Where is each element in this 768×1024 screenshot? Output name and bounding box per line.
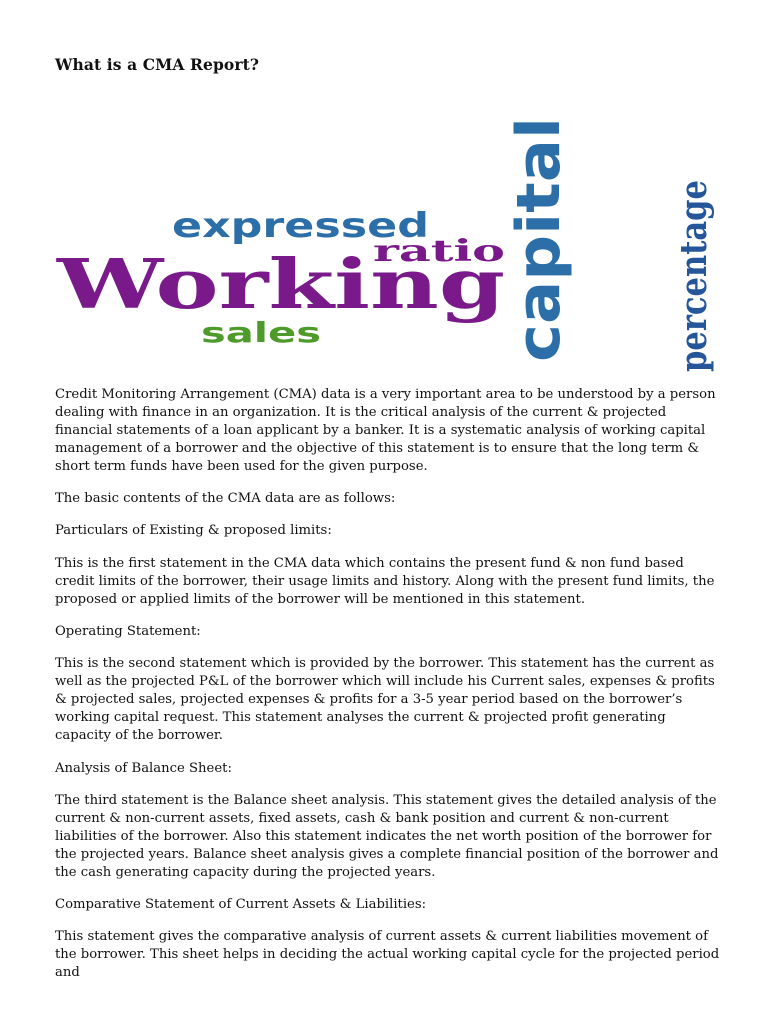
existing-limits-paragraph: This is the first statement in the CMA data which contains the present fund & non fund based credit limits of the borrower, their usage limits and history. Along with the present fund limits, the proposed or applied limits of the borrower will be mentioned in this statement. bbox=[55, 555, 715, 607]
word-sales: sales bbox=[201, 316, 321, 349]
article-body bbox=[55, 386, 725, 997]
section-heading-operating-statement: Operating Statement: bbox=[55, 624, 201, 640]
word-ratio: ratio bbox=[373, 234, 505, 269]
intro-paragraph: Credit Monitoring Arrangement (CMA) data is a very important area to be understood by a person dealing with finance in an organization. It is the critical analysis of the current & projected financial statements of a loan applicant by a banker. It is a systematic analysis of working capital management of a borrower and the objective of this statement is to ensure that the long term & short term funds have been used for the given purpose. bbox=[55, 387, 716, 474]
word-capital: capital bbox=[504, 132, 574, 362]
section-heading-comparative-statement: Comparative Statement of Current Assets & Liabilities: bbox=[55, 896, 427, 912]
word-working: Working bbox=[55, 245, 506, 325]
comparative-statement-paragraph: This statement gives the comparative analysis of current assets & current liabilities movement of the borrower. This sheet helps in deciding the actual working capital cycle for the projected period and bbox=[55, 929, 720, 981]
page-title: What is a CMA Report? bbox=[55, 55, 260, 74]
word-cloud-image bbox=[55, 110, 715, 375]
contents-intro: The basic contents of the CMA data are as follows: bbox=[55, 491, 396, 507]
balance-sheet-paragraph: The third statement is the Balance sheet analysis. This statement gives the detailed analysis of the current & non-current assets, fixed assets, cash & bank position and current & non-current liabilities of the borrower. Also this statement indicates the net worth position of the borrower for the projected years. Balance sheet analysis gives a complete financial position of the borrower and the cash generating capacity during the projected years. bbox=[55, 792, 719, 880]
word-percentage: percentage bbox=[673, 145, 715, 372]
operating-statement-paragraph: This is the second statement which is provided by the borrower. This statement has the current as well as the projected P&L of the borrower which will include his Current sales, expenses & profits & projected sales, projected expenses & profits for a 3-5 year period based on the borrower’s working capital request. This statement analyses the current & projected profit generating capacity of the borrower. bbox=[55, 656, 715, 744]
section-heading-balance-sheet: Analysis of Balance Sheet: bbox=[55, 760, 232, 776]
word-expressed: expressed bbox=[172, 206, 429, 246]
section-heading-existing-limits: Particulars of Existing & proposed limits: bbox=[55, 523, 332, 539]
